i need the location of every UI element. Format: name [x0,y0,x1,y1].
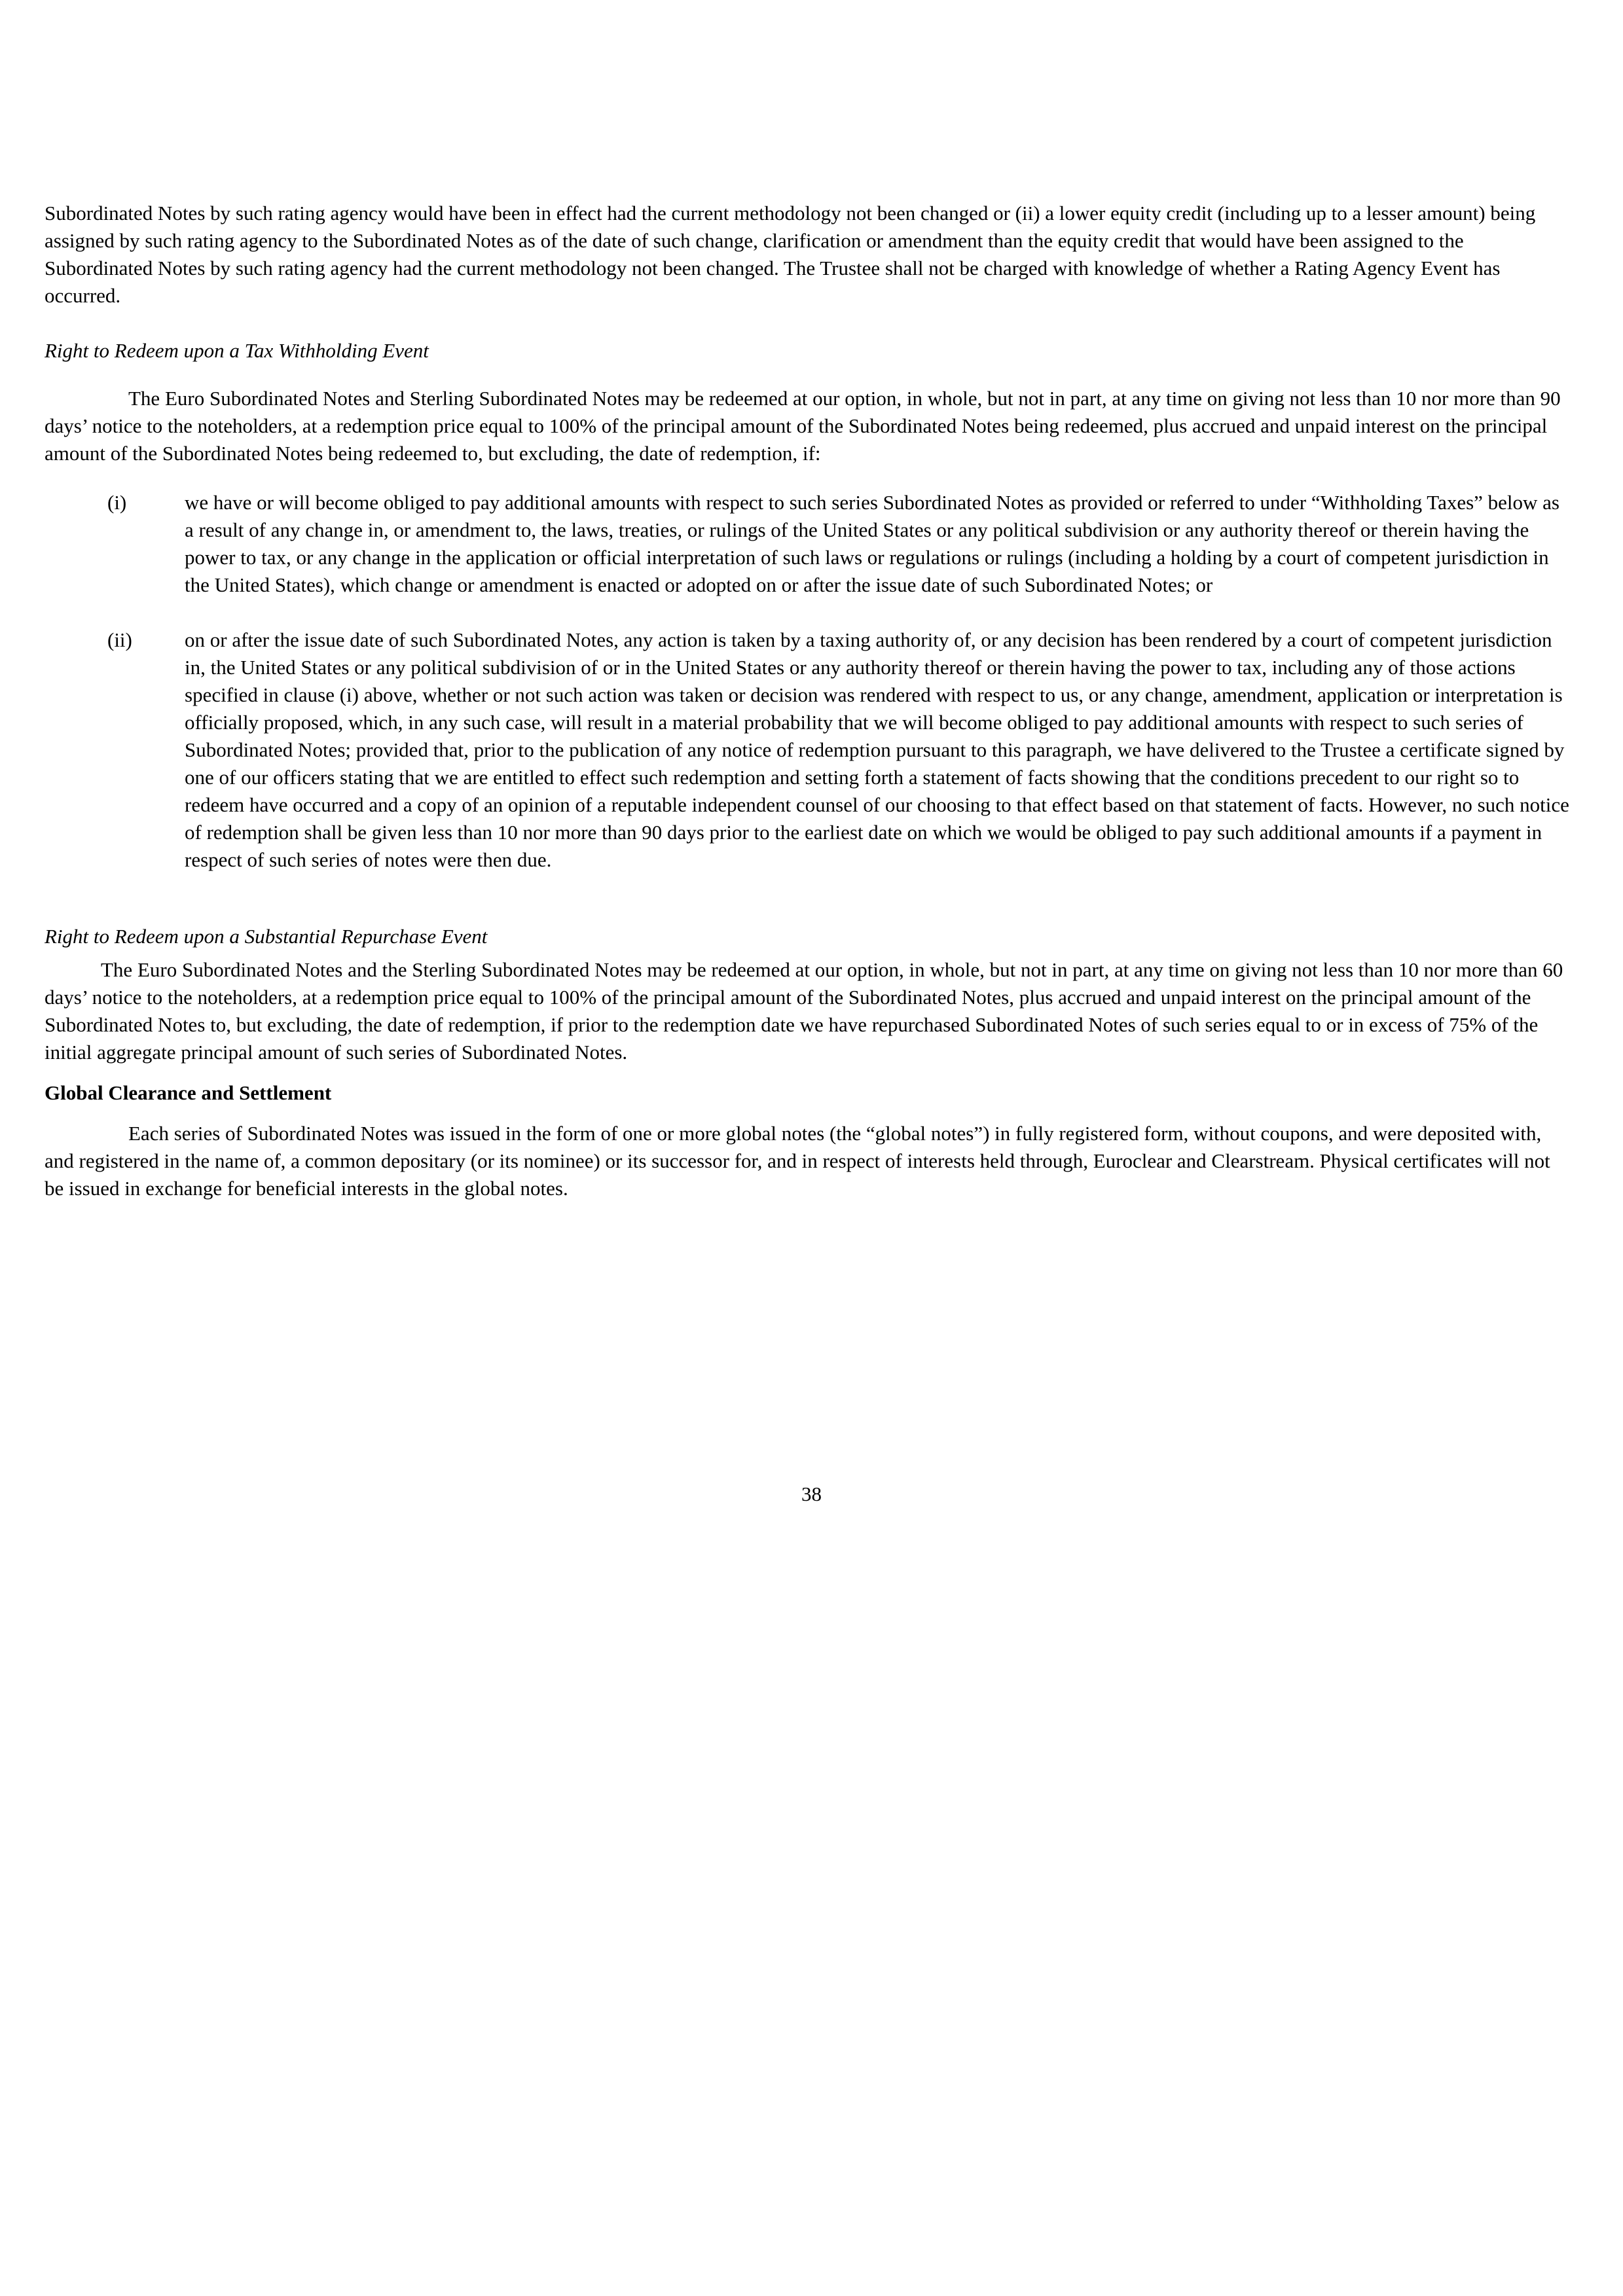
clause-number: (i) [107,491,127,514]
global-clearance-paragraph: Each series of Subordinated Notes was issued in the form of one or more global notes (the “global notes”) in fully registered form, without coupons, and were deposited with, and registered in the name of, a common depositary (or its nominee) or its successor for, and in respect of interests held through, Euroclear and Clearstream. Physical certificates will not be issued in exchange for beneficial interests in the global notes. [45,1122,1550,1200]
page-number: 38 [801,1482,822,1505]
clause-text: we have or will become obliged to pay additional amounts with respect to such series Subordinated Notes as provided or referred to under “Withholding Taxes” below as a result of any change in, or amendment to, the laws, treaties, or rulings of the United States or any political subdivision or any authority thereof or therein having the power to tax, or any change in the application or official interpretation of such laws or regulations or rulings (including a holding by a court of competent jurisdiction in the United States), which change or amendment is enacted or adopted on or after the issue date of such Subordinated Notes; or [185,491,1559,596]
tax-withholding-heading: Right to Redeem upon a Tax Withholding Event [45,339,429,362]
document-page [45,200,1573,1202]
substantial-repurchase-heading: Right to Redeem upon a Substantial Repurchase Event [45,925,488,948]
continuation-paragraph: Subordinated Notes by such rating agency would have been in effect had the current methodology not been changed or (ii) a lower equity credit (including up to a lesser amount) being assigned by such rating agency to the Subordinated Notes as of the date of such change, clarification or amendment than the equity credit that would have been assigned to the Subordinated Notes by such rating agency had the current methodology not been changed. The Trustee shall not be charged with knowledge of whether a Rating Agency Event has occurred. [45,202,1536,307]
clause-i [45,489,1573,599]
clause-ii [45,626,1573,874]
global-clearance-heading: Global Clearance and Settlement [45,1081,332,1104]
clause-number: (ii) [107,628,132,651]
clause-text: on or after the issue date of such Subordinated Notes, any action is taken by a taxing authority of, or any decision has been rendered by a court of competent jurisdiction in, the United States or any political subdivision of or in the United States or any authority thereof or therein having the power to tax, including any of those actions specified in clause (i) above, whether or not such action was taken or decision was rendered with respect to us, or any change, amendment, application or interpretation is officially proposed, which, in any such case, will result in a material probability that we will become obliged to pay additional amounts with respect to such series of Subordinated Notes; provided that, prior to the publication of any notice of redemption pursuant to this paragraph, we have delivered to the Trustee a certificate signed by one of our officers stating that we are entitled to effect such redemption and setting forth a statement of facts showing that the conditions precedent to our right so to redeem have occurred and a copy of an opinion of a reputable independent counsel of our choosing to that effect based on that statement of facts. However, no such notice of redemption shall be given less than 10 nor more than 90 days prior to the earliest date on which we would be obliged to pay such additional amounts if a payment in respect of such series of notes were then due. [185,628,1569,871]
tax-withholding-paragraph: The Euro Subordinated Notes and Sterling Subordinated Notes may be redeemed at our option, in whole, but not in part, at any time on giving not less than 10 nor more than 90 days’ notice to the noteholders, at a redemption price equal to 100% of the principal amount of the Subordinated Notes being redeemed, plus accrued and unpaid interest on the principal amount of the Subordinated Notes being redeemed to, but excluding, the date of redemption, if: [45,387,1561,465]
substantial-repurchase-paragraph: The Euro Subordinated Notes and the Sterling Subordinated Notes may be redeemed at our option, in whole, but not in part, at any time on giving not less than 10 nor more than 60 days’ notice to the noteholders, at a redemption price equal to 100% of the principal amount of the Subordinated Notes, plus accrued and unpaid interest on the principal amount of the Subordinated Notes to, but excluding, the date of redemption, if prior to the redemption date we have repurchased Subordinated Notes of such series equal to or in excess of 75% of the initial aggregate principal amount of such series of Subordinated Notes. [45,958,1563,1064]
